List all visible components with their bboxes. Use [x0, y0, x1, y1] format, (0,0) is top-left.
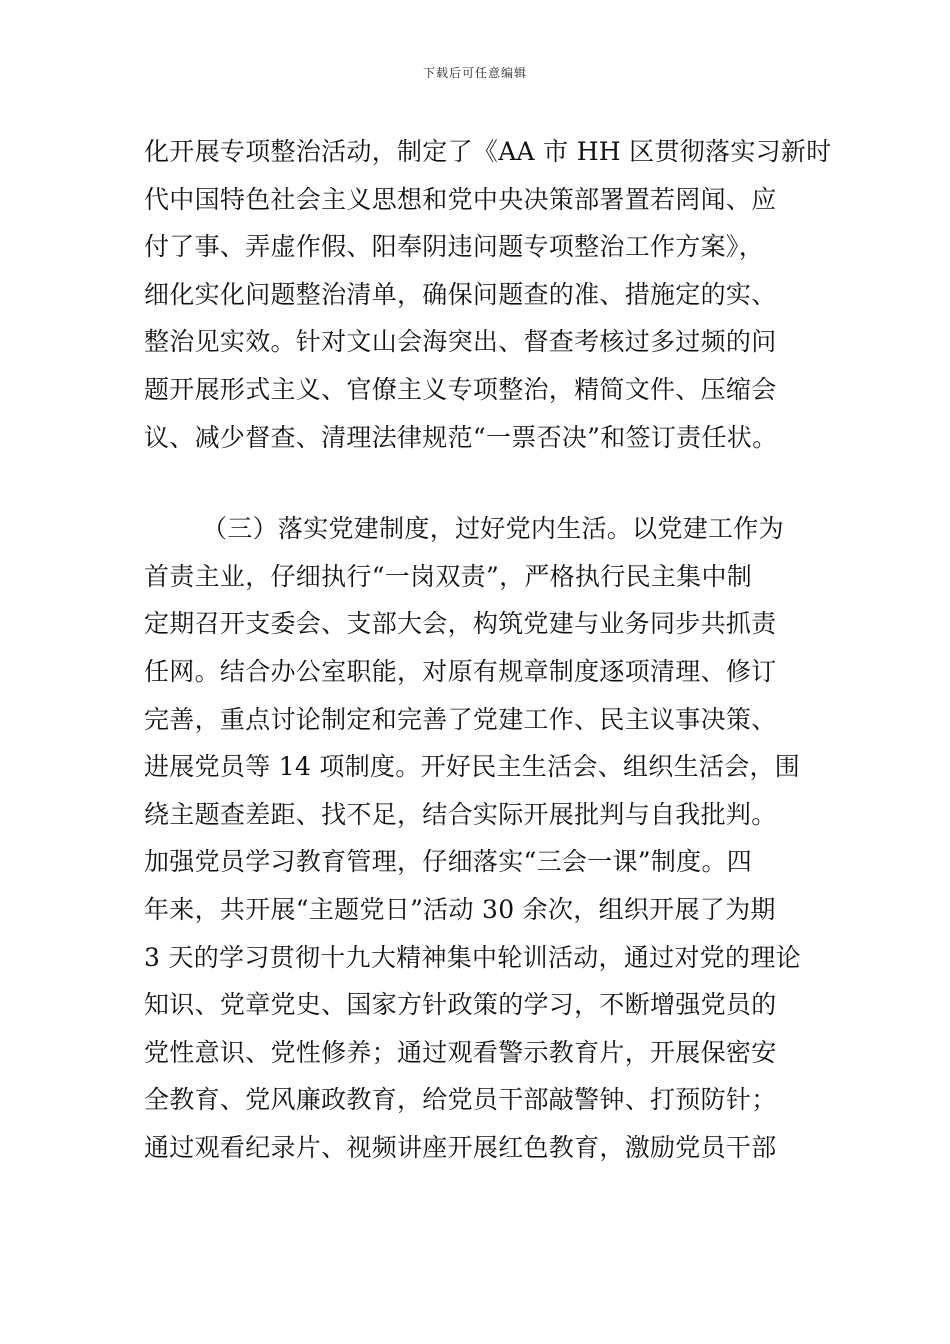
- paragraph-line: 议、减少督查、清理法律规范“一票否决”和签订责任状。: [144, 422, 778, 452]
- paragraph-spacer: [144, 461, 814, 505]
- paragraph-line: 通过观看纪录片、视频讲座开展红色教育，激励党员干部: [144, 1132, 777, 1162]
- paragraph-line: 任网。结合办公室职能，对原有规章制度逐项清理、修订: [144, 656, 777, 686]
- paragraph-line: 题开展形式主义、官僚主义专项整治，精简文件、压缩会: [144, 374, 777, 404]
- paragraph-line: 党性意识、党性修养；通过观看警示教育片，开展保密安: [144, 1037, 777, 1067]
- paragraph-line-first: （三）落实党建制度，过好党内生活。以党建工作为: [202, 514, 784, 544]
- paragraph-line: [144, 1171, 814, 1219]
- paragraph-line: 代中国特色社会主义思想和党中央决策部署置若罔闻、应: [144, 184, 777, 214]
- paragraph-line: 进展党员等 14 项制度。开好民主生活会、组织生活会，围: [144, 752, 801, 782]
- paragraph-1: [144, 128, 832, 461]
- page-header-note: 下载后可任意编辑: [422, 66, 527, 80]
- paragraph-line: 付了事、弄虚作假、阳奉阴违问题专项整治工作方案》，: [144, 232, 765, 262]
- paragraph-line: 定期召开支委会、支部大会，构筑党建与业务同步共抓责: [144, 609, 777, 639]
- paragraph-2: [144, 505, 814, 1219]
- paragraph-line: 绕主题查差距、找不足，结合实际开展批判与自我批判。: [144, 799, 777, 829]
- paragraph-line: 加强党员学习教育管理，仔细落实“三会一课”制度。四: [144, 847, 753, 877]
- paragraph-line: 化开展专项整治活动，制定了《AA 市 HH 区贯彻落实习新时: [144, 137, 832, 166]
- paragraph-line: 完善，重点讨论制定和完善了党建工作、民主议事决策、: [144, 704, 777, 734]
- paragraph-line: 整治见实效。针对文山会海突出、督查考核过多过频的问: [144, 327, 777, 357]
- paragraph-line: 细化实化问题整治清单，确保问题查的准、措施定的实、: [144, 279, 777, 309]
- paragraph-line: 全教育、党风廉政教育，给党员干部敲警钟、打预防针；: [144, 1085, 777, 1115]
- paragraph-line: 首责主业，仔细执行“一岗双责”，严格执行民主集中制: [144, 561, 753, 591]
- paragraph-line: 年来，共开展“主题党日”活动 30 余次，组织开展了为期: [144, 894, 776, 924]
- document-body: [144, 128, 832, 1219]
- paragraph-line: 知识、党章党史、国家方针政策的学习，不断增强党员的: [144, 990, 777, 1020]
- paragraph-line: 3 天的学习贯彻十九大精神集中轮训活动，通过对党的理论: [144, 942, 801, 972]
